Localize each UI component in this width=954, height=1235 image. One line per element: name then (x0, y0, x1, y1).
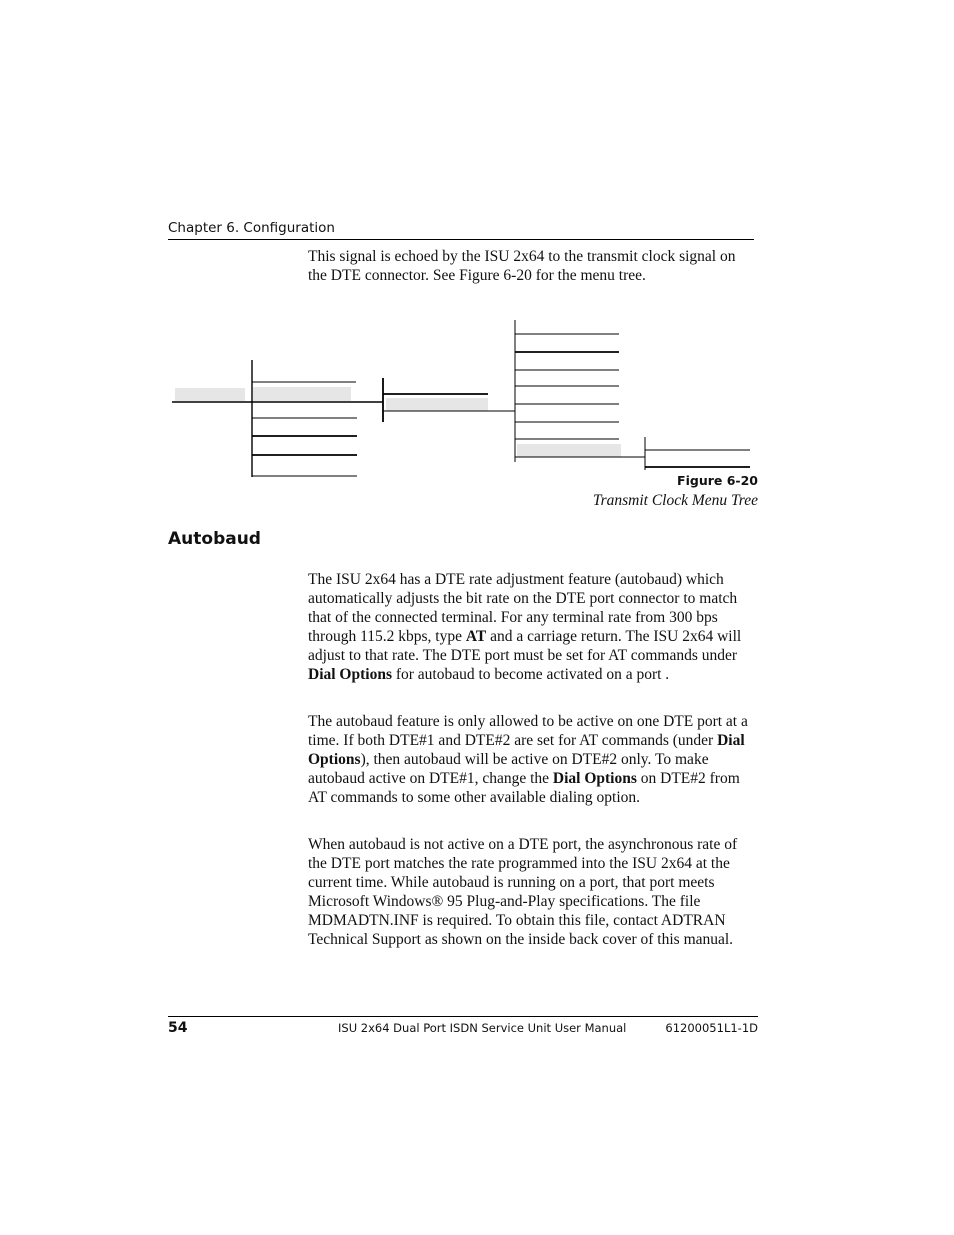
page-number: 54 (168, 1020, 188, 1036)
section-heading: Autobaud (168, 529, 261, 549)
page-footer (168, 1016, 758, 1037)
paragraph-autobaud-port: The autobaud feature is only allowed to be active on one DTE port at a time. If both DTE#1 and DTE#2 are set for AT commands (under Dial Options), then autobaud will be active on DTE#2 only. To make autobaud active on DTE#1, change the Dial Options on DTE#2 from AT commands to some other available dialing option. (308, 713, 748, 806)
document-number: 61200051L1-1D (665, 1021, 758, 1035)
paragraph-autobaud-feature: The ISU 2x64 has a DTE rate adjustment feature (autobaud) which automatically adjusts the bit rate on the DTE port connector to match that of the connected terminal. For any terminal rate from 300 bps through 115.2 kbps, type AT and a carriage return. The ISU 2x64 will adjust to that rate. The DTE port must be set for AT commands under Dial Options for autobaud to become activated on a port . (308, 571, 742, 683)
tree-node-highlight (175, 388, 245, 401)
tree-node-highlight (253, 387, 351, 401)
tree-node-highlight (386, 398, 488, 411)
intro-paragraph: This signal is echoed by the ISU 2x64 to the transmit clock signal on the DTE connector. See Figure 6-20 for the menu tree. (308, 248, 736, 284)
figure-label: Figure 6-20 (677, 473, 758, 488)
paragraph-autobaud-inactive: When autobaud is not active on a DTE port, the asynchronous rate of the DTE port matches the rate programmed into the ISU 2x64 at the current time. While autobaud is running on a port, that port meets Microsoft Windows® 95 Plug-and-Play specifications. The file MDMADTN.INF is required. To obtain this file, contact ADTRAN Technical Support as shown on the inside back cover of this manual. (308, 836, 738, 948)
chapter-title: Chapter 6. Configuration (168, 220, 335, 236)
tree-node-highlight (517, 444, 621, 457)
figure-caption: Transmit Clock Menu Tree (592, 492, 758, 509)
running-header (168, 220, 754, 240)
manual-title: ISU 2x64 Dual Port ISDN Service Unit User Manual (338, 1021, 627, 1035)
